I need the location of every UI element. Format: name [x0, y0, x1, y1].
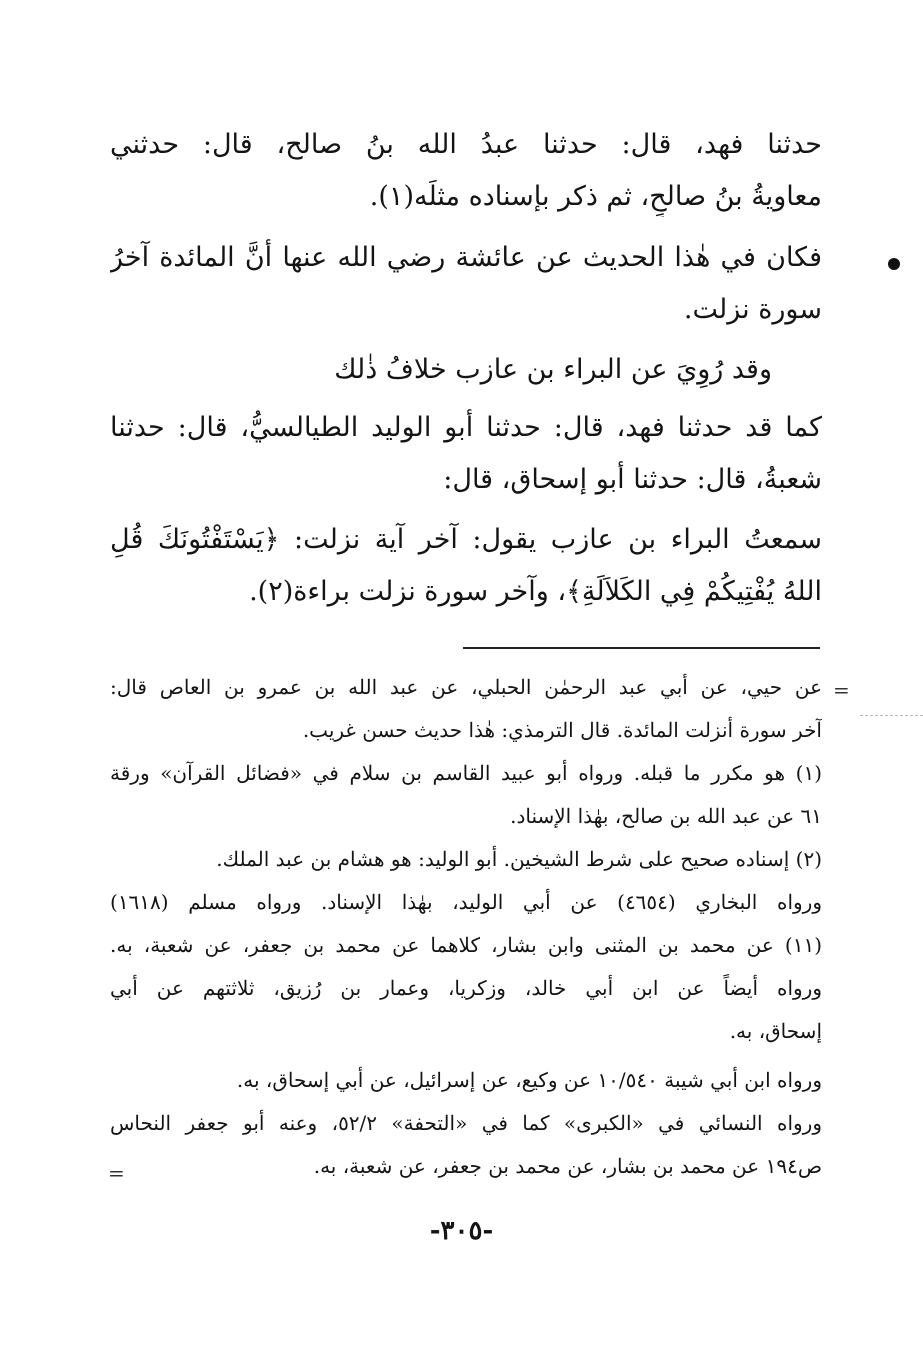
footnote-line-7: (١١) عن محمد بن المثنى وابن بشار، كلاهما عن محمد بن جعفر، عن شعبة، به.	[110, 933, 822, 957]
footnote-line-4: ٦١ عن عبد الله بن صالح، بهٰذا الإسناد.	[510, 804, 822, 828]
main-line-4: سورة نزلت.	[683, 294, 822, 325]
footnote-line-10: ورواه ابن أبي شيبة ١٠/٥٤٠ عن وكيع، عن إسرائيل، عن أبي إسحاق، به.	[236, 1068, 822, 1092]
footnote-line-3: (١) هو مكرر ما قبله. ورواه أبو عبيد القاسم بن سلام في «فضائل القرآن» ورقة	[110, 761, 822, 785]
footnote-line-9: إسحاق، به.	[729, 1019, 822, 1043]
continuation-mark-top: =	[833, 678, 850, 702]
main-line-8: سمعتُ البراء بن عازب يقول: آخر آية نزلت: ﴿يَسْتَفْتُونَكَ قُلِ	[110, 524, 822, 555]
main-line-1: حدثنا فهد، قال: حدثنا عبدُ الله بنُ صالح، قال: حدثني	[110, 129, 822, 160]
footnote-line-2: آخر سورة أنزلت المائدة. قال الترمذي: هٰذا حديث حسن غريب.	[302, 718, 822, 742]
main-line-3: فكان في هٰذا الحديث عن عائشة رضي الله عنها أنَّ المائدة آخرُ	[110, 242, 822, 273]
main-line-5: وقد رُوِيَ عن البراء بن عازب خلافُ ذٰلك	[334, 354, 772, 385]
footnote-line-1: عن حيي، عن أبي عبد الرحمٰن الحبلي، عن عبد الله بن عمرو بن العاص قال:	[110, 675, 822, 699]
scan-artifact-line	[860, 715, 923, 716]
footnote-line-5: (٢) إسناده صحيح على شرط الشيخين. أبو الوليد: هو هشام بن عبد الملك.	[216, 847, 822, 871]
footnote-separator	[463, 647, 820, 649]
footnote-line-12: ص١٩٤ عن محمد بن بشار، عن محمد بن جعفر، عن شعبة، به.	[313, 1154, 822, 1178]
main-line-7: شعبةُ، قال: حدثنا أبو إسحاق، قال:	[443, 464, 822, 495]
footnote-line-8: ورواه أيضاً عن ابن أبي خالد، وزكريا، وعمار بن رُزيق، ثلاثتهم عن أبي	[110, 976, 822, 1000]
page-number: -٣٠٥-	[429, 1216, 494, 1246]
main-line-6: كما قد حدثنا فهد، قال: حدثنا أبو الوليد الطيالسيُّ، قال: حدثنا	[110, 412, 822, 443]
main-line-2: معاويةُ بنُ صالحٍ، ثم ذكر بإسناده مثلَه(١).	[369, 181, 822, 212]
footnote-line-6: ورواه البخاري (٤٦٥٤) عن أبي الوليد، بهٰذا الإسناد. ورواه مسلم (١٦١٨)	[110, 890, 822, 914]
footnote-line-11: ورواه النسائي في «الكبرى» كما في «التحفة» ٥٢/٢، وعنه أبو جعفر النحاس	[110, 1111, 822, 1135]
continuation-mark-bottom: =	[108, 1161, 125, 1185]
margin-dot	[888, 258, 900, 270]
main-line-9: اللهُ يُفْتِيكُمْ فِي الكَلاَلَةِ﴾، وآخر سورة نزلت براءة(٢).	[249, 576, 822, 607]
